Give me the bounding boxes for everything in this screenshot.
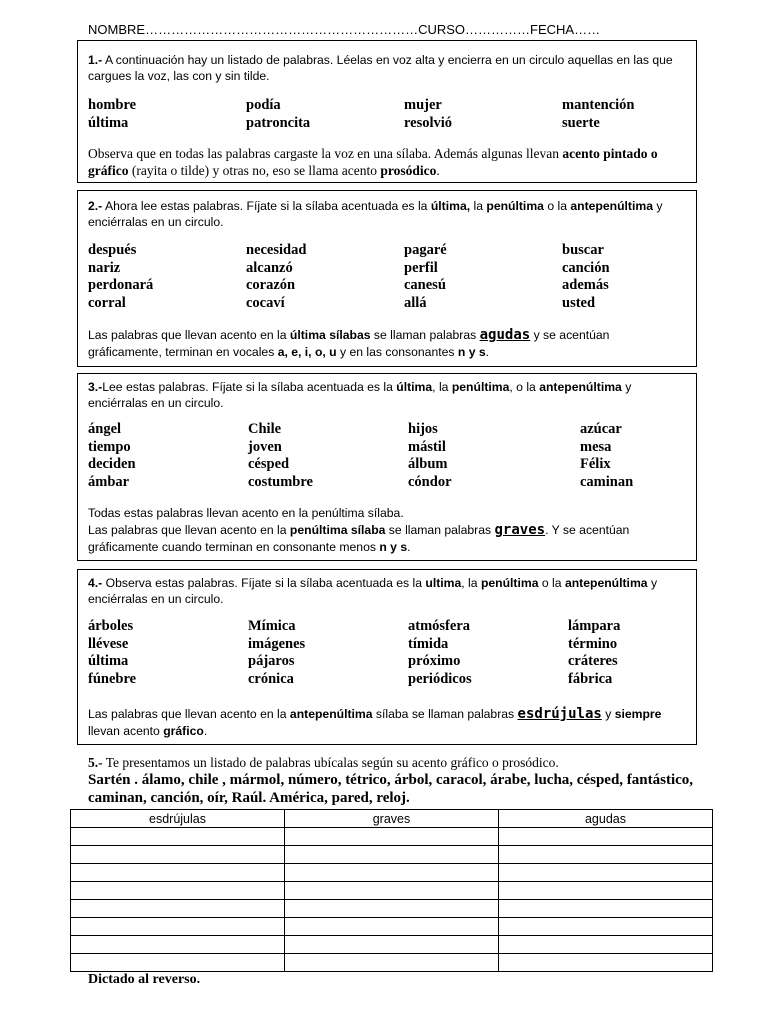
footer-note: Dictado al reverso. <box>88 972 201 987</box>
nombre-line[interactable]: ……………………………………………………… <box>145 22 419 37</box>
exercise-1-box <box>77 40 697 183</box>
word[interactable]: tímida <box>408 635 449 652</box>
word[interactable]: atmósfera <box>408 618 471 634</box>
word[interactable]: corazón <box>246 277 296 293</box>
word[interactable]: última <box>88 114 129 131</box>
word[interactable]: árboles <box>88 618 134 634</box>
exercise-2-box <box>77 190 697 367</box>
word[interactable]: usted <box>562 294 596 311</box>
answer-cell[interactable] <box>285 900 499 918</box>
answer-cell[interactable] <box>285 882 499 900</box>
word[interactable]: cóndor <box>408 473 452 490</box>
exercise-1-note: Observa que en todas las palabras cargaste la voz en una sílaba. Además algunas llevan acento pintado o gráfico (rayita o tilde) y otras no, eso se llama acento prosódico. <box>88 146 658 178</box>
word[interactable]: alcanzó <box>246 259 293 276</box>
exercise-3-number: 3.- <box>88 380 103 394</box>
word[interactable]: mástil <box>408 438 446 455</box>
word[interactable]: después <box>88 242 137 258</box>
table-row <box>71 918 713 936</box>
word[interactable]: perdonará <box>88 277 154 293</box>
word[interactable]: tiempo <box>88 438 131 455</box>
word[interactable]: lámpara <box>568 618 621 634</box>
word[interactable]: mantención <box>562 97 635 113</box>
exercise-2-note: Las palabras que llevan acento en la última sílabas se llaman palabras agudas y se acentúan gráficamente, terminan en vocales a, e, i, o, u y en las consonantes n y s. <box>88 327 610 359</box>
table-body <box>71 828 713 972</box>
fecha-label: FECHA <box>530 22 575 37</box>
table-row <box>71 936 713 954</box>
answer-cell[interactable] <box>499 828 713 846</box>
curso-label: CURSO <box>418 22 466 37</box>
word[interactable]: buscar <box>562 242 604 258</box>
answer-cell[interactable] <box>71 936 285 954</box>
exercise-4-number: 4.- <box>88 576 103 590</box>
word[interactable]: cráteres <box>568 653 618 669</box>
word[interactable]: Félix <box>580 456 611 472</box>
word[interactable]: última <box>88 653 129 669</box>
word[interactable]: allá <box>404 294 427 311</box>
exercise-3-instruction: 3.-Lee estas palabras. Fíjate si la sílaba acentuada es la última, la penúltima, o la antepenúltima y enciérralas en un circulo. <box>88 380 632 410</box>
word[interactable]: imágenes <box>248 635 306 652</box>
exercise-4-box <box>77 569 697 745</box>
word[interactable]: además <box>562 277 609 293</box>
exercise-2-word-grid <box>88 242 686 312</box>
answer-cell[interactable] <box>499 864 713 882</box>
answer-cell[interactable] <box>285 828 499 846</box>
word[interactable]: hijos <box>408 421 438 437</box>
exercise-4-note: Las palabras que llevan acento en la antepenúltima sílaba se llaman palabras esdrújulas y siempre llevan acento gráfico. <box>88 706 662 738</box>
word[interactable]: Mímica <box>248 618 296 634</box>
word[interactable]: ángel <box>88 421 122 437</box>
exercise-2-number: 2.- <box>88 199 103 213</box>
exercise-1-instruction: 1.- A continuación hay un listado de palabras. Léelas en voz alta y encierra en un circulo aquellas en las que cargues la voz, las con y sin tilde. <box>88 53 673 83</box>
exercise-5 <box>88 755 698 807</box>
table-header-row <box>71 810 713 828</box>
answer-cell[interactable] <box>71 954 285 972</box>
exercise-1-word-grid <box>88 97 686 132</box>
word[interactable]: resolvió <box>404 114 453 131</box>
word[interactable]: canción <box>562 259 610 276</box>
answer-cell[interactable] <box>71 846 285 864</box>
word[interactable]: patroncita <box>246 114 311 131</box>
table-row <box>71 882 713 900</box>
answer-cell[interactable] <box>71 882 285 900</box>
nombre-label: NOMBRE <box>88 22 146 37</box>
word[interactable]: césped <box>248 456 290 472</box>
table-row <box>71 900 713 918</box>
term-graves: graves <box>494 522 546 538</box>
answer-cell[interactable] <box>499 846 713 864</box>
table-row <box>71 846 713 864</box>
word[interactable]: corral <box>88 294 126 311</box>
word[interactable]: azúcar <box>580 421 622 437</box>
answer-cell[interactable] <box>285 918 499 936</box>
answer-cell[interactable] <box>499 918 713 936</box>
word[interactable]: deciden <box>88 456 136 472</box>
answer-cell[interactable] <box>285 954 499 972</box>
term-esdrujulas: esdrújulas <box>517 706 602 722</box>
word[interactable]: cocaví <box>246 294 285 311</box>
word[interactable]: costumbre <box>248 473 313 490</box>
exercise-5-instruction: 5.- Te presentamos un listado de palabras ubícalas según su acento gráfico o prosódico. <box>88 755 559 770</box>
exercise-3-note-1: Todas estas palabras llevan acento en la penúltima sílaba. <box>88 506 404 520</box>
exercise-5-word-list: Sartén . álamo, chile , mármol, número, tétrico, árbol, caracol, árabe, lucha, césped, fantástico, caminan, canción, oír, Raúl. América, pared, reloj. <box>88 772 694 806</box>
word[interactable]: necesidad <box>246 242 307 258</box>
word[interactable]: podía <box>246 97 281 113</box>
column-header-graves: graves <box>285 810 499 828</box>
word[interactable]: canesú <box>404 277 446 293</box>
word[interactable]: joven <box>248 438 282 455</box>
word[interactable]: crónica <box>248 670 294 687</box>
exercise-3-word-grid <box>88 421 686 491</box>
column-header-agudas: agudas <box>499 810 713 828</box>
exercise-1-number: 1.- <box>88 53 103 67</box>
word[interactable]: llévese <box>88 635 129 652</box>
answer-cell[interactable] <box>285 936 499 954</box>
word[interactable]: término <box>568 635 618 652</box>
exercise-3-note-2: Las palabras que llevan acento en la penúltima sílaba se llaman palabras graves. Y se acentúan gráficamente cuando terminan en consonante menos n y s. <box>88 522 630 554</box>
curso-line[interactable]: …………… <box>465 22 531 37</box>
word[interactable]: nariz <box>88 259 121 276</box>
word[interactable]: hombre <box>88 97 137 113</box>
exercise-4-word-grid <box>88 618 686 688</box>
word[interactable]: álbum <box>408 456 448 472</box>
answer-cell[interactable] <box>71 864 285 882</box>
exercise-2-instruction: 2.- Ahora lee estas palabras. Fíjate si la sílaba acentuada es la última, la penúltima o la antepenúltima y enciérralas en un circulo. <box>88 199 663 229</box>
answer-cell[interactable] <box>499 936 713 954</box>
word[interactable]: fábrica <box>568 670 613 687</box>
word[interactable]: mujer <box>404 97 442 113</box>
answer-cell[interactable] <box>499 954 713 972</box>
table-row <box>71 954 713 972</box>
exercise-4-instruction: 4.- Observa estas palabras. Fíjate si la sílaba acentuada es la ultima, la penúltima o la antepenúltima y enciérralas en un circulo. <box>88 576 658 606</box>
classification-table <box>70 809 713 972</box>
table-row <box>71 864 713 882</box>
answer-cell[interactable] <box>499 900 713 918</box>
word[interactable]: Chile <box>248 421 282 437</box>
answer-cell[interactable] <box>285 864 499 882</box>
answer-cell[interactable] <box>285 846 499 864</box>
table-row <box>71 828 713 846</box>
answer-cell[interactable] <box>499 882 713 900</box>
word[interactable]: fúnebre <box>88 670 137 687</box>
answer-cell[interactable] <box>71 828 285 846</box>
exercise-5-number: 5.- <box>88 755 103 770</box>
fecha-line[interactable]: …… <box>574 22 601 37</box>
answer-cell[interactable] <box>71 900 285 918</box>
answer-cell[interactable] <box>71 918 285 936</box>
term-agudas: agudas <box>479 327 531 343</box>
word[interactable]: pájaros <box>248 653 295 669</box>
column-header-esdrujulas: esdrújulas <box>71 810 285 828</box>
exercise-3-box <box>77 373 697 561</box>
word[interactable]: suerte <box>562 114 600 131</box>
word[interactable]: pagaré <box>404 242 447 258</box>
word[interactable]: periódicos <box>408 670 472 687</box>
word[interactable]: ámbar <box>88 473 130 490</box>
student-header <box>88 22 678 37</box>
word[interactable]: mesa <box>580 438 612 455</box>
word[interactable]: perfil <box>404 259 438 276</box>
word[interactable]: próximo <box>408 653 461 669</box>
word[interactable]: caminan <box>580 473 634 490</box>
